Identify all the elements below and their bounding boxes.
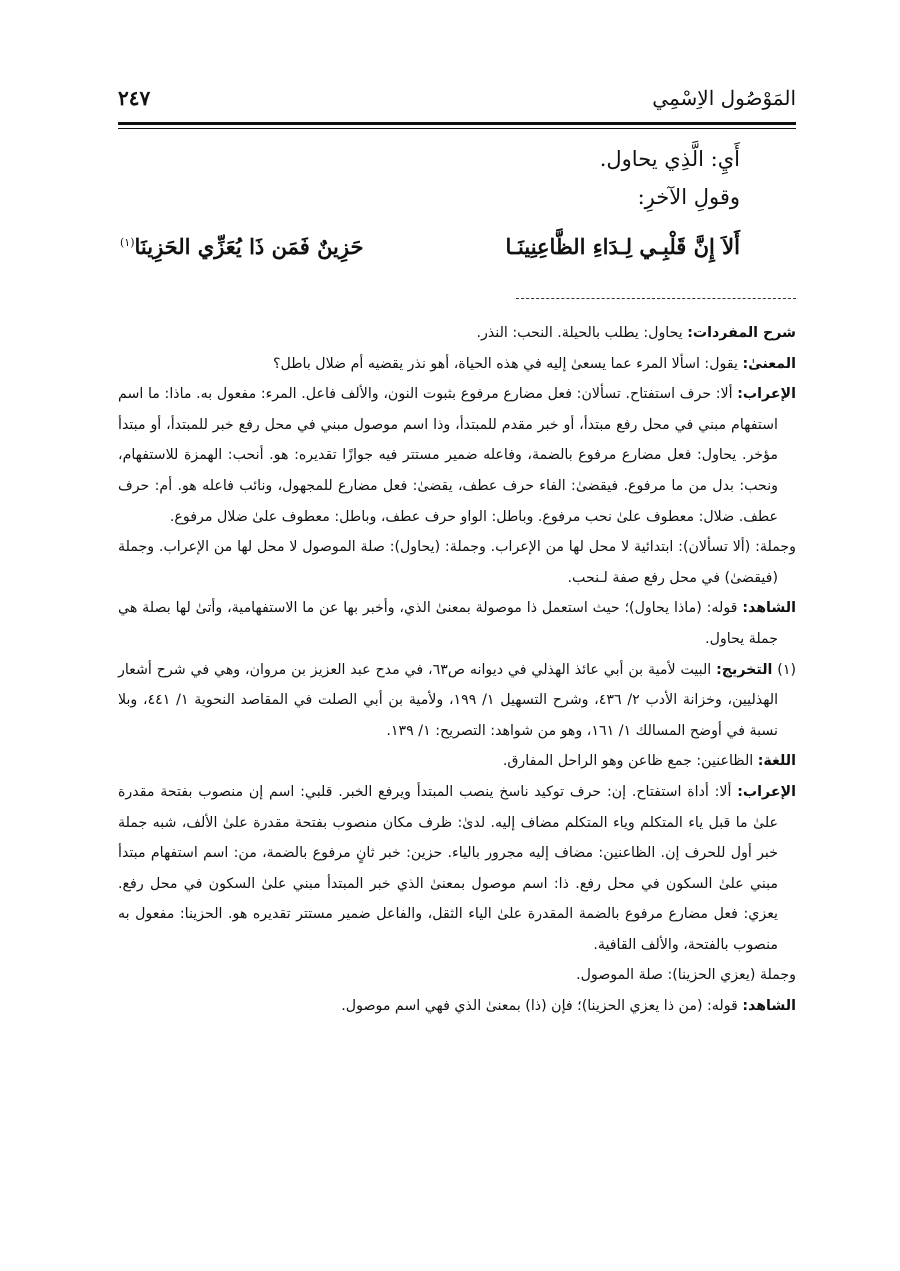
page-number: ٢٤٧	[118, 86, 151, 110]
chapter-title: المَوْصُول الاِسْمِي	[652, 86, 796, 110]
footnote-marker: (١)	[777, 661, 796, 678]
meaning-paragraph: المعنىٰ: يقول: اسألا المرء عما يسعىٰ إليه في هذه الحياة، أهو نذر يقضيه أم ضلال باطل؟	[272, 355, 796, 372]
irab-paragraph-2: الإعراب: ألا: أداة استفتاح. إن: حرف توكيد ناسخ ينصب المبتدأ ويرفع الخبر. قلبي: اسم إن منصوب بفتحة مقدرة علىٰ ما قبل ياء المتكلم وياء المتكلم مضاف إليه. لدىٰ: ظرف مكان منصوب بفتحة مقدرة علىٰ الألف، شبه جملة خبر أول للحرف إن. الظاعنين: مضاف إليه مجرور بالياء. حزين: خبر ثانٍ مرفوع بالضمة، من: اسم استفهام مبتدأ مبني علىٰ السكون في محل رفع. ذا: اسم موصول بمعنىٰ الذي خبر المبتدأ مبني علىٰ السكون في محل رفع. يعزي: فعل مضارع مرفوع بالضمة المقدرة علىٰ الياء الثقل، والفاعل ضمير مستتر تقديره هو. الحزينا: مفعول به منصوب بالفتحة، والألف القافية.	[118, 783, 796, 953]
vocab-paragraph: شرح المفردات: يحاول: يطلب بالحيلة. النحب: النذر.	[476, 325, 796, 341]
jumla-paragraph: وجملة: (ألا تسألان): ابتدائية لا محل لها من الإعراب. وجملة: (يحاول): صلة الموصول لا محل لها من الإعراب. وجملة (فيقضىٰ) في محل رفع صفة لـنحب.	[118, 539, 796, 586]
verse-second-hemistich: حَزِينٌ فَمَن ذَا يُعَزِّي الحَزِينَا$^{(١)}$	[120, 234, 364, 259]
poetry-verse	[120, 234, 740, 259]
footnote-body	[118, 318, 796, 1022]
header-rule-thin	[118, 128, 796, 129]
verse-first-hemistich: أَلاَ إِنَّ قَلْبِـي لِـدَاءِ الظَّاعِنِينَـا	[505, 234, 740, 259]
shahid-paragraph: الشاهد: قوله: (ماذا يحاول)؛ حيث استعمل ذا موصولة بمعنىٰ الذي، وأخبر بها عن ما الاستفهامية، وأتىٰ لها بصلة هي جملة يحاول.	[118, 600, 796, 647]
takhrij-paragraph: (١) التخريج: البيت لأمية بن أبي عائذ الهذلي في ديوانه ص٦٣، في مدح عبد العزيز بن مروان، وهي في شرح أشعار الهذليين، وخزانة الأدب ٢/ ٤٣٦، وشرح التسهيل ١/ ١٩٩، ولأمية بن أبي الصلت في المقاصد النحوية ١/ ٤٤١، وبلا نسبة في أوضح المسالك ١/ ١٦١، وهو من شواهد: التصريح: ١/ ١٣٩.	[118, 661, 796, 739]
intro-block	[118, 140, 740, 216]
jumla-paragraph-2: وجملة (يعزي الحزينا): صلة الموصول.	[576, 967, 796, 984]
header-rule-thick	[118, 122, 796, 125]
shahid-paragraph-2: الشاهد: قوله: (من ذا يعزي الحزينا)؛ فإن (ذا) بمعنىٰ الذي فهي اسم موصول.	[341, 998, 796, 1015]
irab-paragraph: الإعراب: ألا: حرف استفتاح. تسألان: فعل مضارع مرفوع بثبوت النون، والألف فاعل. المرء: مفعول به. ماذا: ما اسم استفهام مبني في محل رفع مبتدأ، أو خبر مقدم للمبتدأ، وذا اسم موصول مبني في محل رفع خبر للمبتدأ، أو مبتدأ مؤخر. يحاول: فعل مضارع مرفوع بالضمة، وفاعله ضمير مستتر فيه جوازًا تقديره: هو. أنحب: الهمزة للاستفهام، ونحب: بدل من ما مرفوع. فيقضىٰ: الفاء حرف عطف، يقضىٰ: فعل مضارع للمجهول، ونائب فاعله هو. أم: حرف عطف. ضلال: معطوف علىٰ نحب مرفوع. وباطل: الواو حرف عطف، وباطل: معطوف علىٰ ضلال مرفوع.	[118, 386, 796, 525]
lugha-paragraph: اللغة: الظاعنين: جمع ظاعن وهو الراحل المفارق.	[502, 753, 796, 770]
intro-line-1: أَيِ: الَّذِي يحاول.	[599, 147, 740, 171]
footnote-reference: (١)	[120, 236, 135, 249]
running-header	[118, 86, 796, 118]
footnote-separator	[516, 298, 796, 299]
intro-line-2: وقولِ الآخرِ:	[637, 185, 740, 209]
